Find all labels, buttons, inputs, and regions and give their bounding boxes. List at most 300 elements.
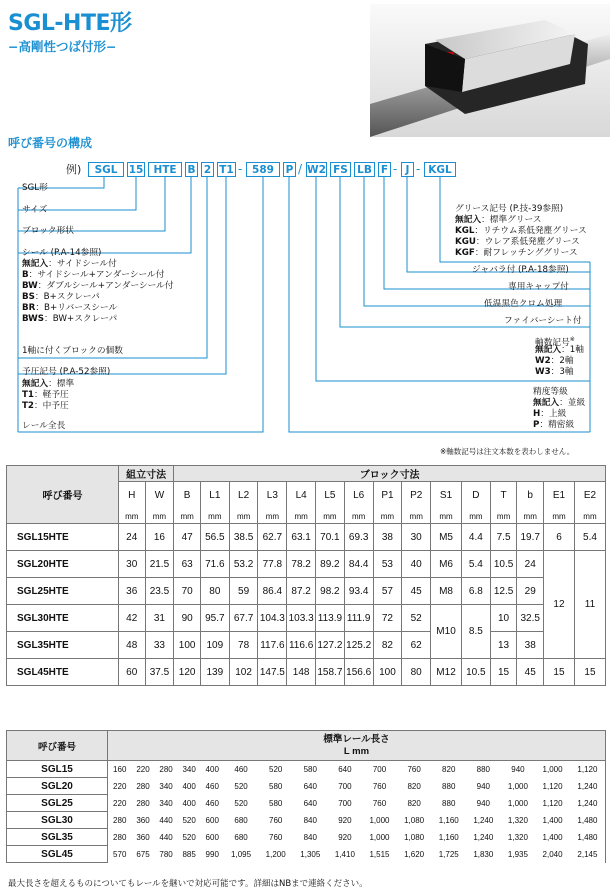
table-cell: 1,080 <box>404 832 425 842</box>
accuracy-line: P：精密級 <box>533 420 575 430</box>
table-row <box>7 846 606 863</box>
seal-line: BWS：BW+スクレーパ <box>22 314 118 324</box>
unit-cell: mm <box>344 510 373 524</box>
table-cell: 72 <box>373 605 402 632</box>
table-cell: 16 <box>145 524 174 551</box>
table-cell: 920 <box>338 832 352 842</box>
table-cell: 21.5 <box>145 551 174 578</box>
table-cell: 780 <box>159 849 173 859</box>
unit-cell: mm <box>544 510 575 524</box>
table-cell: 400 <box>205 764 219 774</box>
table-cell: 760 <box>269 832 283 842</box>
merged-e2: 11 <box>574 551 605 659</box>
rail-length-table <box>6 730 606 863</box>
code-part-axis: W2 <box>307 164 326 176</box>
label-block-shape: ブロック形状 <box>22 226 74 236</box>
table-cell: 62.7 <box>258 524 287 551</box>
col-header-d: D <box>461 482 490 510</box>
code-dash-3: - <box>416 162 421 176</box>
row-name: SGL45HTE <box>7 659 119 686</box>
table-cell: 1,240 <box>473 832 494 842</box>
table-cell: 148 <box>287 659 316 686</box>
code-part-preload: T1 <box>217 162 236 177</box>
table-cell: 15 <box>544 659 575 686</box>
table-cell: 400 <box>182 781 196 791</box>
unit-cell: mm <box>200 510 229 524</box>
seal-line: BS：B+スクレーパ <box>22 292 100 302</box>
table-cell: 1,240 <box>570 778 606 795</box>
label-coating: 低温黒色クロム処理 <box>484 299 563 309</box>
table-cell: M12 <box>431 659 462 686</box>
table-cell: 1,120 <box>542 798 563 808</box>
label-seal-title: シール (P.A-14参照) <box>22 248 102 258</box>
col-header-e1: E1 <box>544 482 575 510</box>
example-prefix: 例) <box>66 163 82 176</box>
table-cell: 340 <box>159 798 173 808</box>
table-row <box>7 578 606 605</box>
code-part-bellows: J <box>401 162 414 177</box>
grease-line: KGU：ウレア系低発塵グリース <box>455 237 580 247</box>
table-cell: 56.5 <box>200 524 229 551</box>
table-cell: 5.4 <box>574 524 605 551</box>
table-cell: 520 <box>234 781 248 791</box>
unit-cell: mm <box>258 510 287 524</box>
merged-d: 8.5 <box>461 605 490 659</box>
table-cell: 47 <box>174 524 201 551</box>
table-cell: 1,620 <box>404 849 425 859</box>
page-title: SGL-HTE形 <box>8 11 132 36</box>
unit-cell: mm <box>287 510 316 524</box>
table-cell: 4.4 <box>461 524 490 551</box>
table-cell: 700 <box>338 798 352 808</box>
merged-e1: 12 <box>544 551 575 659</box>
table-cell: 940 <box>476 781 491 791</box>
table-cell: 600 <box>205 815 219 825</box>
preload-line: 無記入：標準 <box>22 379 75 389</box>
merged-s1: M10 <box>431 605 462 659</box>
table-cell: 640 <box>303 798 317 808</box>
table-cell: 600 <box>205 832 219 842</box>
table-cell: 1,120 <box>570 761 606 778</box>
table-cell: 440 <box>159 832 173 842</box>
table-cell: 100 <box>373 659 402 686</box>
col-header-l3: L3 <box>258 482 287 510</box>
table-cell: 990 <box>205 849 219 859</box>
seal-line: BW：ダブルシール+アンダーシール付 <box>22 281 174 291</box>
table-cell: 87.2 <box>287 578 316 605</box>
unit-cell: mm <box>402 510 431 524</box>
table-cell: 1,830 <box>473 849 494 859</box>
table-cell: 570 <box>113 849 127 859</box>
table-cell: 1,480 <box>570 829 606 846</box>
table-row <box>7 524 606 551</box>
table-cell: 1,000 <box>542 764 563 774</box>
table-cell: 71.6 <box>200 551 229 578</box>
grease-line: KGF：耐フレッチンググリース <box>455 248 578 258</box>
table-cell: 880 <box>442 798 456 808</box>
table-cell: 680 <box>234 815 248 825</box>
table-cell: 60 <box>118 659 145 686</box>
table-cell: 760 <box>372 781 387 791</box>
table-cell: 220 <box>113 781 127 791</box>
seal-line: 無記入：サイドシール付 <box>22 259 117 269</box>
table-cell: 84.4 <box>344 551 373 578</box>
table-cell: 23.5 <box>145 578 174 605</box>
label-axis-title: 軸数記号※ <box>535 336 575 348</box>
unit-cell: mm <box>118 510 145 524</box>
table-cell: 885 <box>182 849 196 859</box>
table-cell: 48 <box>118 632 145 659</box>
row-name: SGL15HTE <box>7 524 119 551</box>
table-cell: 280 <box>113 832 127 842</box>
code-dash-2: - <box>393 162 398 176</box>
table-cell: 700 <box>372 764 387 774</box>
table-cell: 117.6 <box>258 632 287 659</box>
table-cell: 158.7 <box>316 659 345 686</box>
table-cell: 38 <box>517 632 544 659</box>
table-cell: 53.2 <box>229 551 258 578</box>
unit-cell: mm <box>373 510 402 524</box>
col-header-e2: E2 <box>574 482 605 510</box>
table-cell: 109 <box>200 632 229 659</box>
table-cell: 116.6 <box>287 632 316 659</box>
table-cell: 640 <box>338 764 352 774</box>
table-cell: 460 <box>205 798 219 808</box>
table-cell: 760 <box>372 798 387 808</box>
table-cell: 24 <box>118 524 145 551</box>
table-cell: 89.2 <box>316 551 345 578</box>
label-fiber: ファイバーシート付 <box>504 316 582 326</box>
table-cell: 111.9 <box>344 605 373 632</box>
table-cell: 139 <box>200 659 229 686</box>
table-cell: 220 <box>136 764 150 774</box>
table-cell: 520 <box>182 832 196 842</box>
col-header-l5: L5 <box>316 482 345 510</box>
table-cell: 24 <box>517 551 544 578</box>
code-part-cap: F <box>378 162 391 177</box>
table-cell: 78.2 <box>287 551 316 578</box>
table-cell: 102 <box>229 659 258 686</box>
code-part-accuracy: P <box>283 162 296 177</box>
table-cell: 2,040 <box>542 849 563 859</box>
unit-cell: mm <box>316 510 345 524</box>
table-cell: 2,145 <box>570 846 606 863</box>
table-cell: 760 <box>407 764 421 774</box>
table-cell: 280 <box>136 781 150 791</box>
row-name: SGL20 <box>7 778 108 795</box>
col-header-l2: L2 <box>229 482 258 510</box>
table-cell: 1,400 <box>542 815 563 825</box>
table-cell: 33 <box>145 632 174 659</box>
unit-cell: mm <box>229 510 258 524</box>
table-cell: 38.5 <box>229 524 258 551</box>
table-cell: 5.4 <box>461 551 490 578</box>
table-cell: 67.7 <box>229 605 258 632</box>
table-cell: 520 <box>182 815 196 825</box>
row-name: SGL35HTE <box>7 632 119 659</box>
table-row <box>7 778 606 795</box>
col-name-header: 呼び番号 <box>7 466 119 524</box>
table-row <box>7 659 606 686</box>
code-part-coating: LB <box>354 162 375 177</box>
col-header-p1: P1 <box>373 482 402 510</box>
table-cell: 10 <box>490 605 517 632</box>
axis-line: W3：3軸 <box>535 367 574 377</box>
row-name: SGL30 <box>7 812 108 829</box>
table-cell: 127.2 <box>316 632 345 659</box>
table-cell: 82 <box>373 632 402 659</box>
table-cell: 1,320 <box>507 815 528 825</box>
table-cell: 160 <box>113 764 127 774</box>
table-cell: 880 <box>442 781 456 791</box>
seal-line: BR：B+リバースシール <box>22 303 118 313</box>
table-cell: 1,320 <box>507 832 528 842</box>
seal-line: B：サイドシール+アンダーシール付 <box>22 270 165 280</box>
label-grease-title: グリース記号 (P.技-39参照) <box>455 204 564 214</box>
table-cell: 59 <box>229 578 258 605</box>
table-row <box>7 812 606 829</box>
unit-cell: mm <box>174 510 201 524</box>
table-cell: 280 <box>159 764 173 774</box>
table-cell: 1,160 <box>438 832 459 842</box>
code-part-size: 15 <box>128 164 144 176</box>
section-title: 呼び番号の構成 <box>8 136 93 150</box>
table-cell: 7.5 <box>490 524 517 551</box>
table-cell: 880 <box>476 764 491 774</box>
table-cell: 63 <box>174 551 201 578</box>
table-cell: 45 <box>517 659 544 686</box>
row-name: SGL25 <box>7 795 108 812</box>
label-rail-length: レール全長 <box>22 421 66 431</box>
label-preload-title: 予圧記号 (P.A-52参照) <box>22 367 111 377</box>
table-cell: 30 <box>402 524 431 551</box>
linear-guide-product-photo <box>370 4 610 137</box>
table-cell: 360 <box>136 815 150 825</box>
table-cell: 156.6 <box>344 659 373 686</box>
table-cell: 63.1 <box>287 524 316 551</box>
table-cell: 32.5 <box>517 605 544 632</box>
table-cell: 42 <box>118 605 145 632</box>
table-cell: 38 <box>373 524 402 551</box>
table-cell: M8 <box>431 578 462 605</box>
footer-note: 最大長さを超えるものについてもレールを継いで対応可能です。詳細はNBまで連絡ください。 <box>8 879 368 889</box>
table-cell: 1,095 <box>231 849 252 859</box>
page-subtitle: −高剛性つば付形− <box>8 39 117 54</box>
table-cell: 37.5 <box>145 659 174 686</box>
table-cell: 40 <box>402 551 431 578</box>
table-cell: 1,160 <box>438 815 459 825</box>
table-row <box>7 795 606 812</box>
table-cell: 80 <box>200 578 229 605</box>
table-cell: 57 <box>373 578 402 605</box>
table-cell: 86.4 <box>258 578 287 605</box>
col-header-l4: L4 <box>287 482 316 510</box>
table-cell: 104.3 <box>258 605 287 632</box>
table-row <box>7 605 606 632</box>
table-cell: 675 <box>136 849 150 859</box>
table-row <box>7 761 606 778</box>
unit-cell: mm <box>145 510 174 524</box>
col-header-b: b <box>517 482 544 510</box>
rail-length-header: 標準レール長さ L mm <box>108 731 606 761</box>
table-cell: 360 <box>136 832 150 842</box>
row-name: SGL30HTE <box>7 605 119 632</box>
code-slash: / <box>298 162 303 176</box>
preload-line: T2：中予圧 <box>22 401 69 411</box>
group-assembly-header: 組立寸法 <box>118 466 173 482</box>
table-cell: 580 <box>269 781 283 791</box>
table-cell: 440 <box>159 815 173 825</box>
table-cell: 340 <box>182 764 196 774</box>
table-cell: 13 <box>490 632 517 659</box>
table-cell: 78 <box>229 632 258 659</box>
table-cell: 6.8 <box>461 578 490 605</box>
code-part-series: SGL <box>88 162 124 177</box>
table-cell: 1,935 <box>507 849 528 859</box>
table-cell: 77.8 <box>258 551 287 578</box>
group-block-header: ブロック寸法 <box>174 466 606 482</box>
table-cell: 1,000 <box>369 832 390 842</box>
code-part-count: 2 <box>201 162 214 177</box>
table-cell: 1,120 <box>542 781 563 791</box>
table-cell: 820 <box>407 781 421 791</box>
table-cell: 1,000 <box>507 798 528 808</box>
unit-cell: mm <box>517 510 544 524</box>
table-cell: 53 <box>373 551 402 578</box>
table-cell: 520 <box>234 798 248 808</box>
table-cell: 280 <box>113 815 127 825</box>
col-header-t: T <box>490 482 517 510</box>
table-cell: 103.3 <box>287 605 316 632</box>
code-part-rail-length: 589 <box>246 162 280 177</box>
col-header-l1: L1 <box>200 482 229 510</box>
unit-cell: mm <box>574 510 605 524</box>
row-name: SGL25HTE <box>7 578 119 605</box>
table-cell: 12.5 <box>490 578 517 605</box>
table-cell: 940 <box>476 798 491 808</box>
row-name: SGL20HTE <box>7 551 119 578</box>
table-cell: 1,080 <box>404 815 425 825</box>
table-cell: 400 <box>182 798 196 808</box>
label-size: サイズ <box>22 205 48 215</box>
table-cell: 820 <box>442 764 456 774</box>
table-cell: 460 <box>205 781 219 791</box>
table-cell: 1,515 <box>369 849 390 859</box>
table-cell: M6 <box>431 551 462 578</box>
table-cell: 93.4 <box>344 578 373 605</box>
row-name: SGL15 <box>7 761 108 778</box>
table-cell: 70.1 <box>316 524 345 551</box>
table-cell: 1,200 <box>265 849 286 859</box>
table-cell: 840 <box>303 815 317 825</box>
code-dash: - <box>238 162 243 176</box>
table-cell: 1,410 <box>334 849 355 859</box>
axis-line: W2：2軸 <box>535 356 574 366</box>
col-header-b: B <box>174 482 201 510</box>
accuracy-line: 無記入：並級 <box>533 398 586 408</box>
preload-line: T1：軽予圧 <box>22 390 69 400</box>
unit-cell: mm <box>431 510 462 524</box>
table-cell: 280 <box>136 798 150 808</box>
table-cell: 680 <box>234 832 248 842</box>
table-cell: 760 <box>269 815 283 825</box>
label-bellows: ジャバラ付 (P.A-18参照) <box>472 265 569 275</box>
label-blocks-per-rail: 1軸に付くブロックの個数 <box>22 346 123 356</box>
table-cell: 6 <box>544 524 575 551</box>
table-row <box>7 829 606 846</box>
table-cell: 840 <box>303 832 317 842</box>
col-header-l6: L6 <box>344 482 373 510</box>
table-cell: 125.2 <box>344 632 373 659</box>
label-cap: 専用キャップ付 <box>508 282 569 292</box>
table-cell: 580 <box>303 764 317 774</box>
table-cell: 113.9 <box>316 605 345 632</box>
col-header-w: W <box>145 482 174 510</box>
table-cell: 30 <box>118 551 145 578</box>
table-cell: 700 <box>338 781 352 791</box>
unit-cell: mm <box>461 510 490 524</box>
col-header-h: H <box>118 482 145 510</box>
table-cell: M5 <box>431 524 462 551</box>
table-cell: 940 <box>511 764 525 774</box>
table-cell: 95.7 <box>200 605 229 632</box>
col-header-p2: P2 <box>402 482 431 510</box>
table-cell: 120 <box>174 659 201 686</box>
table-cell: 69.3 <box>344 524 373 551</box>
table-cell: 98.2 <box>316 578 345 605</box>
dimension-table <box>6 465 606 686</box>
label-sgl: SGL形 <box>22 183 48 193</box>
table-cell: 10.5 <box>461 659 490 686</box>
table-cell: 820 <box>407 798 421 808</box>
table-cell: 147.5 <box>258 659 287 686</box>
table-cell: 19.7 <box>517 524 544 551</box>
code-part-block: HTE <box>148 162 182 177</box>
col-name-header-2: 呼び番号 <box>7 731 108 761</box>
row-name: SGL35 <box>7 829 108 846</box>
table-cell: 1,480 <box>570 812 606 829</box>
table-cell: 62 <box>402 632 431 659</box>
table-cell: 15 <box>574 659 605 686</box>
code-part-seal: B <box>185 162 198 177</box>
table-cell: 45 <box>402 578 431 605</box>
table-row <box>7 632 606 659</box>
table-cell: 70 <box>174 578 201 605</box>
table-cell: 1,305 <box>300 849 321 859</box>
axis-line: 無記入：1軸 <box>535 345 584 355</box>
table-cell: 1,400 <box>542 832 563 842</box>
col-header-s1: S1 <box>431 482 462 510</box>
table-cell: 100 <box>174 632 201 659</box>
table-cell: 80 <box>402 659 431 686</box>
table-cell: 29 <box>517 578 544 605</box>
table-cell: 1,000 <box>369 815 390 825</box>
table-cell: 1,240 <box>570 795 606 812</box>
table-cell: 640 <box>303 781 317 791</box>
axis-note: ※軸数記号は注文本数を表わしません。 <box>440 447 575 456</box>
code-part-grease: KGL <box>424 162 456 177</box>
label-accuracy-title: 精度等級 <box>533 387 568 397</box>
table-cell: 340 <box>159 781 173 791</box>
grease-line: 無記入：標準グリース <box>455 215 542 225</box>
table-cell: 220 <box>113 798 127 808</box>
table-cell: 920 <box>338 815 352 825</box>
row-name: SGL45 <box>7 846 108 863</box>
table-cell: 520 <box>269 764 283 774</box>
table-cell: 90 <box>174 605 201 632</box>
table-cell: 36 <box>118 578 145 605</box>
accuracy-line: H：上級 <box>533 409 567 419</box>
